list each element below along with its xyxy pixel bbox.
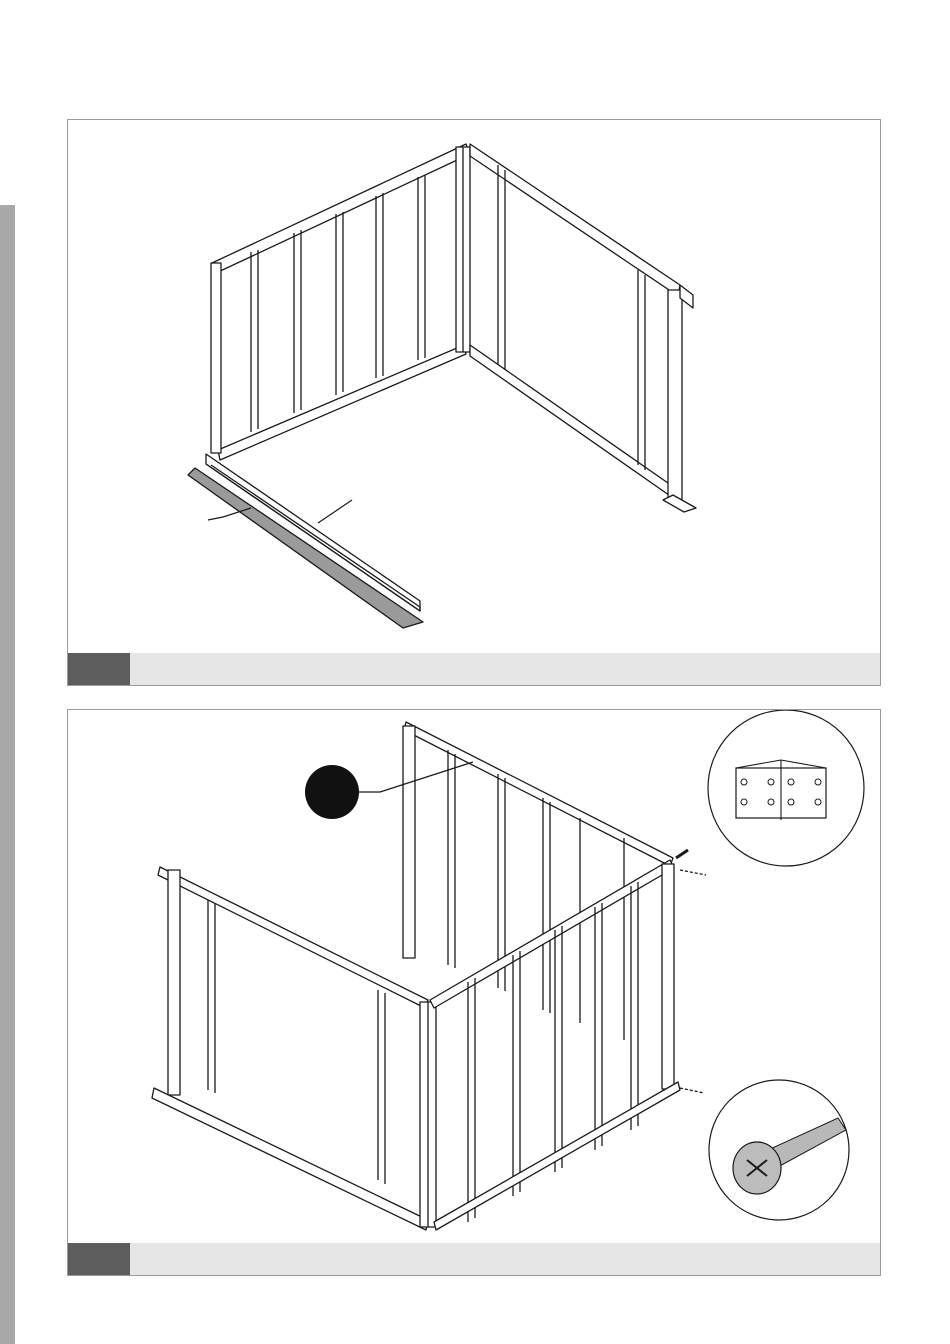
base-rail-leader bbox=[318, 500, 352, 523]
step-1-illustration bbox=[68, 120, 880, 654]
step-1-footer bbox=[68, 653, 880, 685]
step-panel-2 bbox=[67, 709, 881, 1276]
step-2-footer bbox=[68, 1243, 880, 1275]
step-panel-1 bbox=[67, 119, 881, 686]
corner-joint-detail bbox=[676, 710, 864, 866]
side-color-strip bbox=[0, 205, 15, 1344]
self-drilling-screw-detail bbox=[709, 1080, 849, 1220]
step-2-illustration bbox=[68, 710, 880, 1244]
step-number-tab bbox=[68, 1243, 130, 1275]
step-number-tab bbox=[68, 653, 130, 685]
